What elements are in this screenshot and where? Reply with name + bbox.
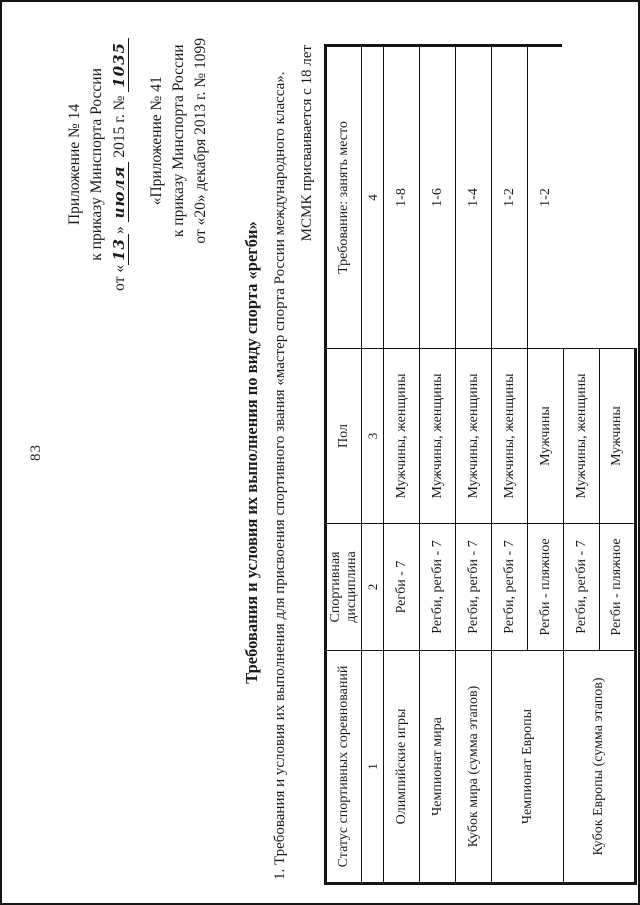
cell-discipline: Регби - пляжное [528, 524, 564, 651]
appendix1-dateline [108, 38, 131, 291]
cell-discipline: Регби, регби - 7 [420, 524, 456, 651]
cell-discipline: Регби, регби - 7 [456, 524, 492, 651]
handwritten-order-number: 1035 [110, 38, 129, 92]
cell-gender: Мужчины, женщины [456, 349, 492, 524]
header-status: Статус спортивных соревнований [326, 651, 362, 884]
appendix1-title: Приложение № 14 [66, 103, 83, 226]
handwritten-day: 13 [110, 234, 129, 265]
table-row [456, 46, 492, 884]
col-number: 3 [362, 349, 384, 524]
header-gender: Пол [326, 349, 362, 524]
cell-requirement: 1-8 [384, 46, 420, 349]
cell-status: Олимпийские игры [384, 651, 420, 884]
date-prefix: от « [111, 264, 128, 291]
page-number: 83 [28, 444, 44, 461]
cell-requirement: 1-4 [456, 46, 492, 349]
cell-discipline: Регби, регби - 7 [564, 524, 600, 651]
table-row [384, 46, 420, 884]
cell-gender: Мужчины, женщины [420, 349, 456, 524]
appendix1-line2: к приказу Минспорта России [88, 68, 105, 261]
table-row [420, 46, 456, 884]
cell-discipline: Регби, регби - 7 [492, 524, 528, 651]
appendix2-line2: к приказу Минспорта России [170, 44, 187, 238]
cell-gender: Мужчины [528, 349, 564, 524]
cell-requirement: 1-6 [420, 46, 456, 349]
appendix-block-2 [146, 38, 212, 244]
cell-gender: Мужчины, женщины [492, 349, 528, 524]
cell-gender: Мужчины, женщины [564, 349, 600, 524]
section1-intro: 1. Требования и условия их выполнения для присвоения спортивного звания «мастер спорта России международного класса». [272, 71, 288, 880]
cell-gender: Мужчины, женщины [384, 349, 420, 524]
date-close-quote: » [111, 226, 128, 235]
age-requirement-note: МСМК присваивается с 18 лет [299, 45, 315, 242]
number-sign: № [111, 95, 128, 111]
cell-discipline: Регби - 7 [384, 524, 420, 651]
cell-status: Кубок Европы (сумма этапов) [564, 651, 636, 884]
cell-requirement: 1-2 [492, 46, 528, 349]
cell-status: Чемпионат Европы [492, 651, 564, 884]
cell-discipline: Регби - пляжное [600, 524, 636, 651]
table-row [492, 46, 528, 884]
col-number: 2 [362, 524, 384, 651]
table-header-row [326, 46, 362, 884]
header-requirement: Требование: занять место [326, 46, 362, 349]
col-number: 1 [362, 651, 384, 884]
scan-cutoff-area [562, 36, 640, 348]
cell-status: Чемпионат мира [420, 651, 456, 884]
cell-requirement: 1-2 [528, 46, 564, 349]
handwritten-month: июля [110, 162, 129, 223]
appendix2-title: «Приложение № 41 [148, 76, 165, 206]
column-number-row [362, 46, 384, 884]
date-year: 2015 г. [111, 114, 128, 158]
cell-gender: Мужчины [600, 349, 636, 524]
document-title: Требования и условия их выполнения по виду спорта «регби» [242, 221, 261, 684]
appendix2-line3: от «20» декабря 2013 г. № 1099 [192, 38, 209, 244]
appendix-block-1 [64, 38, 131, 291]
col-number: 4 [362, 46, 384, 349]
cell-status: Кубок мира (сумма этапов) [456, 651, 492, 884]
header-discipline: Спортивная дисциплина [326, 524, 362, 651]
